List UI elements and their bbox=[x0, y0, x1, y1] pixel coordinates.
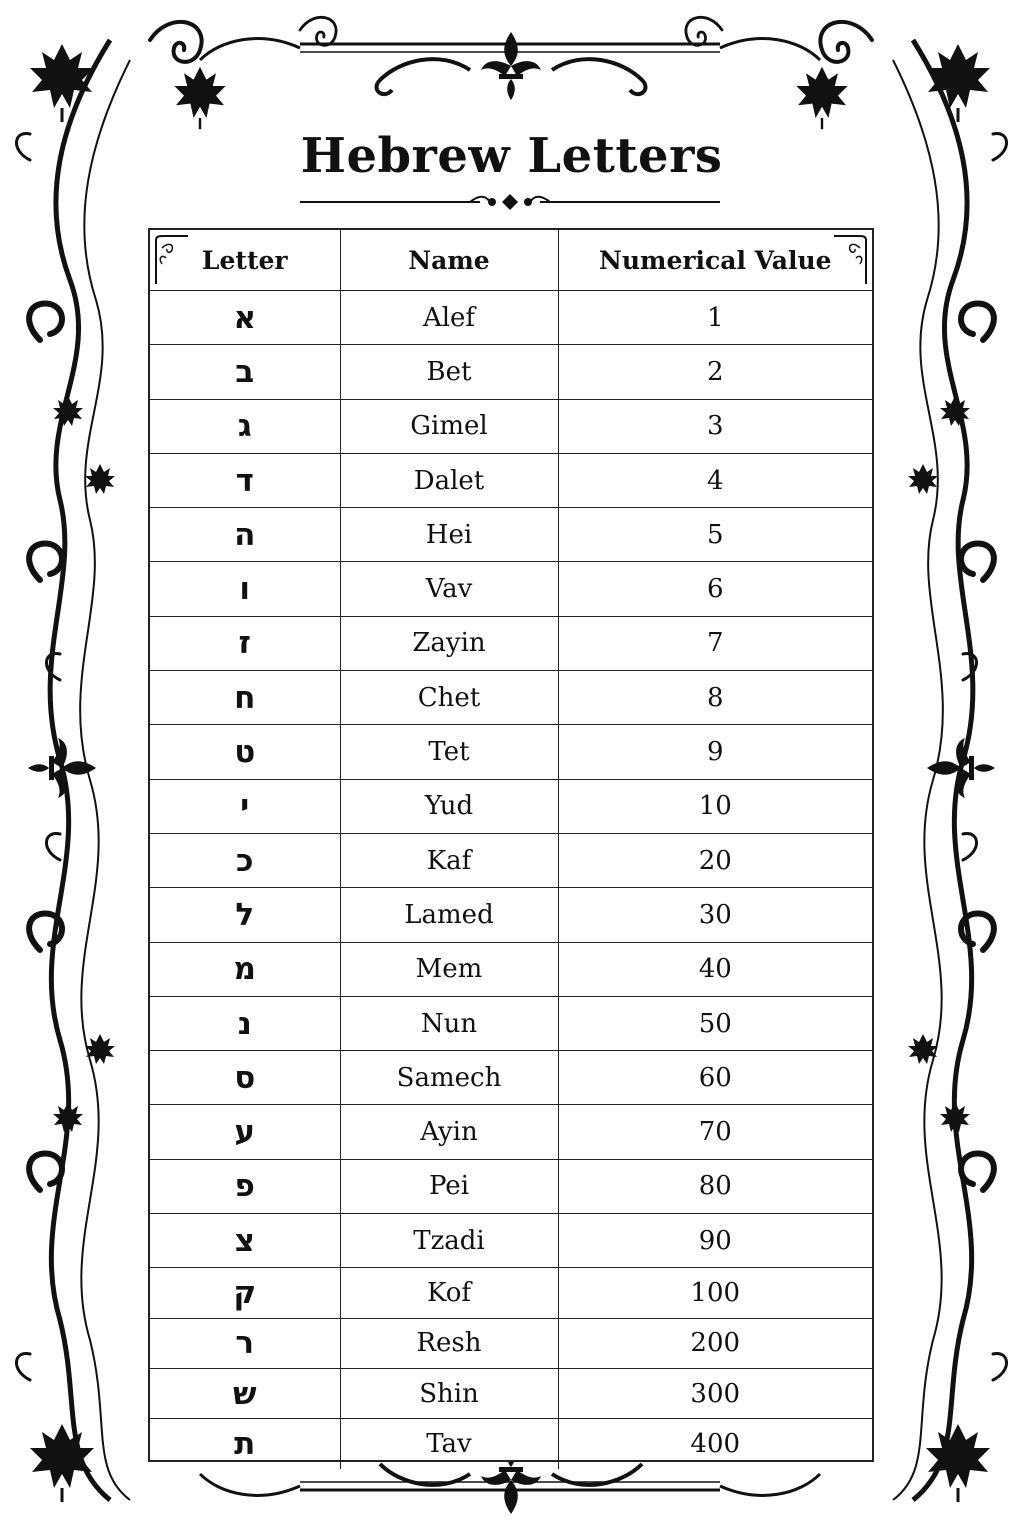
table-row bbox=[150, 671, 872, 725]
hebrew-letter-cell: נ bbox=[150, 996, 340, 1050]
hebrew-letter-cell: ל bbox=[150, 888, 340, 942]
hebrew-letter-cell: ג bbox=[150, 399, 340, 453]
title-divider-icon bbox=[300, 192, 720, 212]
table-row bbox=[150, 942, 872, 996]
letter-name-cell: Shin bbox=[340, 1368, 558, 1418]
numerical-value-cell: 50 bbox=[558, 996, 872, 1050]
letter-name-cell: Kof bbox=[340, 1268, 558, 1318]
letter-name-cell: Samech bbox=[340, 1051, 558, 1105]
numerical-value-cell: 2 bbox=[558, 345, 872, 399]
numerical-value-cell: 30 bbox=[558, 888, 872, 942]
fleur-de-lis-icon bbox=[28, 738, 96, 798]
numerical-value-cell: 9 bbox=[558, 725, 872, 779]
page-title: Hebrew Letters bbox=[300, 128, 723, 184]
letter-name-cell: Alef bbox=[340, 291, 558, 345]
header-value bbox=[558, 230, 872, 291]
letter-name-cell: Nun bbox=[340, 996, 558, 1050]
letter-name-cell: Dalet bbox=[340, 453, 558, 507]
numerical-value-cell: 90 bbox=[558, 1214, 872, 1268]
letter-name-cell: Lamed bbox=[340, 888, 558, 942]
table-row bbox=[150, 562, 872, 616]
hebrew-letter-cell: ט bbox=[150, 725, 340, 779]
hebrew-letter-cell: מ bbox=[150, 942, 340, 996]
letters-table bbox=[150, 230, 872, 1469]
header-name bbox=[340, 230, 558, 291]
letter-name-cell: Hei bbox=[340, 508, 558, 562]
numerical-value-cell: 1 bbox=[558, 291, 872, 345]
hebrew-letter-cell: ר bbox=[150, 1318, 340, 1368]
table-row bbox=[150, 1105, 872, 1159]
table-row bbox=[150, 616, 872, 670]
numerical-value-cell: 100 bbox=[558, 1268, 872, 1318]
letter-name-cell: Pei bbox=[340, 1159, 558, 1213]
table-row bbox=[150, 1214, 872, 1268]
table-row bbox=[150, 453, 872, 507]
hebrew-letter-cell: פ bbox=[150, 1159, 340, 1213]
table-row bbox=[150, 1159, 872, 1213]
numerical-value-cell: 200 bbox=[558, 1318, 872, 1368]
numerical-value-cell: 80 bbox=[558, 1159, 872, 1213]
hebrew-letter-cell: ת bbox=[150, 1419, 340, 1469]
table-row bbox=[150, 399, 872, 453]
table-row bbox=[150, 291, 872, 345]
letter-name-cell: Vav bbox=[340, 562, 558, 616]
header-letter-label: Letter bbox=[201, 245, 288, 275]
letter-name-cell: Yud bbox=[340, 779, 558, 833]
letter-name-cell: Resh bbox=[340, 1318, 558, 1368]
corner-flourish-icon bbox=[832, 234, 868, 286]
numerical-value-cell: 60 bbox=[558, 1051, 872, 1105]
hebrew-letter-cell: ד bbox=[150, 453, 340, 507]
letter-name-cell: Tav bbox=[340, 1419, 558, 1469]
letter-name-cell: Bet bbox=[340, 345, 558, 399]
letter-name-cell: Gimel bbox=[340, 399, 558, 453]
table-row bbox=[150, 1268, 872, 1318]
numerical-value-cell: 3 bbox=[558, 399, 872, 453]
table-row bbox=[150, 345, 872, 399]
numerical-value-cell: 6 bbox=[558, 562, 872, 616]
hebrew-letter-cell: ק bbox=[150, 1268, 340, 1318]
hebrew-letter-cell: ה bbox=[150, 508, 340, 562]
letter-name-cell: Zayin bbox=[340, 616, 558, 670]
hebrew-letter-cell: א bbox=[150, 291, 340, 345]
table-row bbox=[150, 996, 872, 1050]
numerical-value-cell: 20 bbox=[558, 833, 872, 887]
table-row bbox=[150, 1419, 872, 1469]
header-letter bbox=[150, 230, 340, 291]
hebrew-letter-cell: צ bbox=[150, 1214, 340, 1268]
letter-name-cell: Mem bbox=[340, 942, 558, 996]
numerical-value-cell: 300 bbox=[558, 1368, 872, 1418]
numerical-value-cell: 7 bbox=[558, 616, 872, 670]
table-row bbox=[150, 779, 872, 833]
hebrew-letter-cell: כ bbox=[150, 833, 340, 887]
table-row bbox=[150, 888, 872, 942]
numerical-value-cell: 40 bbox=[558, 942, 872, 996]
hebrew-letter-cell: ס bbox=[150, 1051, 340, 1105]
letter-name-cell: Ayin bbox=[340, 1105, 558, 1159]
hebrew-letter-cell: ו bbox=[150, 562, 340, 616]
table-row bbox=[150, 1318, 872, 1368]
hebrew-letter-cell: י bbox=[150, 779, 340, 833]
header-value-label: Numerical Value bbox=[598, 245, 832, 275]
letter-name-cell: Kaf bbox=[340, 833, 558, 887]
numerical-value-cell: 8 bbox=[558, 671, 872, 725]
letter-name-cell: Tet bbox=[340, 725, 558, 779]
numerical-value-cell: 70 bbox=[558, 1105, 872, 1159]
header-name-label: Name bbox=[408, 245, 490, 275]
numerical-value-cell: 4 bbox=[558, 453, 872, 507]
table-row bbox=[150, 1051, 872, 1105]
table-header-row bbox=[150, 230, 872, 291]
numerical-value-cell: 10 bbox=[558, 779, 872, 833]
letter-name-cell: Tzadi bbox=[340, 1214, 558, 1268]
table-row bbox=[150, 725, 872, 779]
table-row bbox=[150, 833, 872, 887]
table-row bbox=[150, 1368, 872, 1418]
maple-leaf-icon bbox=[30, 44, 94, 122]
table-row bbox=[150, 508, 872, 562]
numerical-value-cell: 400 bbox=[558, 1419, 872, 1469]
hebrew-letter-cell: ז bbox=[150, 616, 340, 670]
hebrew-letter-cell: ב bbox=[150, 345, 340, 399]
hebrew-letter-cell: ע bbox=[150, 1105, 340, 1159]
hebrew-letter-cell: ש bbox=[150, 1368, 340, 1418]
numerical-value-cell: 5 bbox=[558, 508, 872, 562]
hebrew-letter-cell: ח bbox=[150, 671, 340, 725]
corner-flourish-icon bbox=[154, 234, 190, 286]
letter-name-cell: Chet bbox=[340, 671, 558, 725]
letters-table-container bbox=[148, 228, 874, 1462]
